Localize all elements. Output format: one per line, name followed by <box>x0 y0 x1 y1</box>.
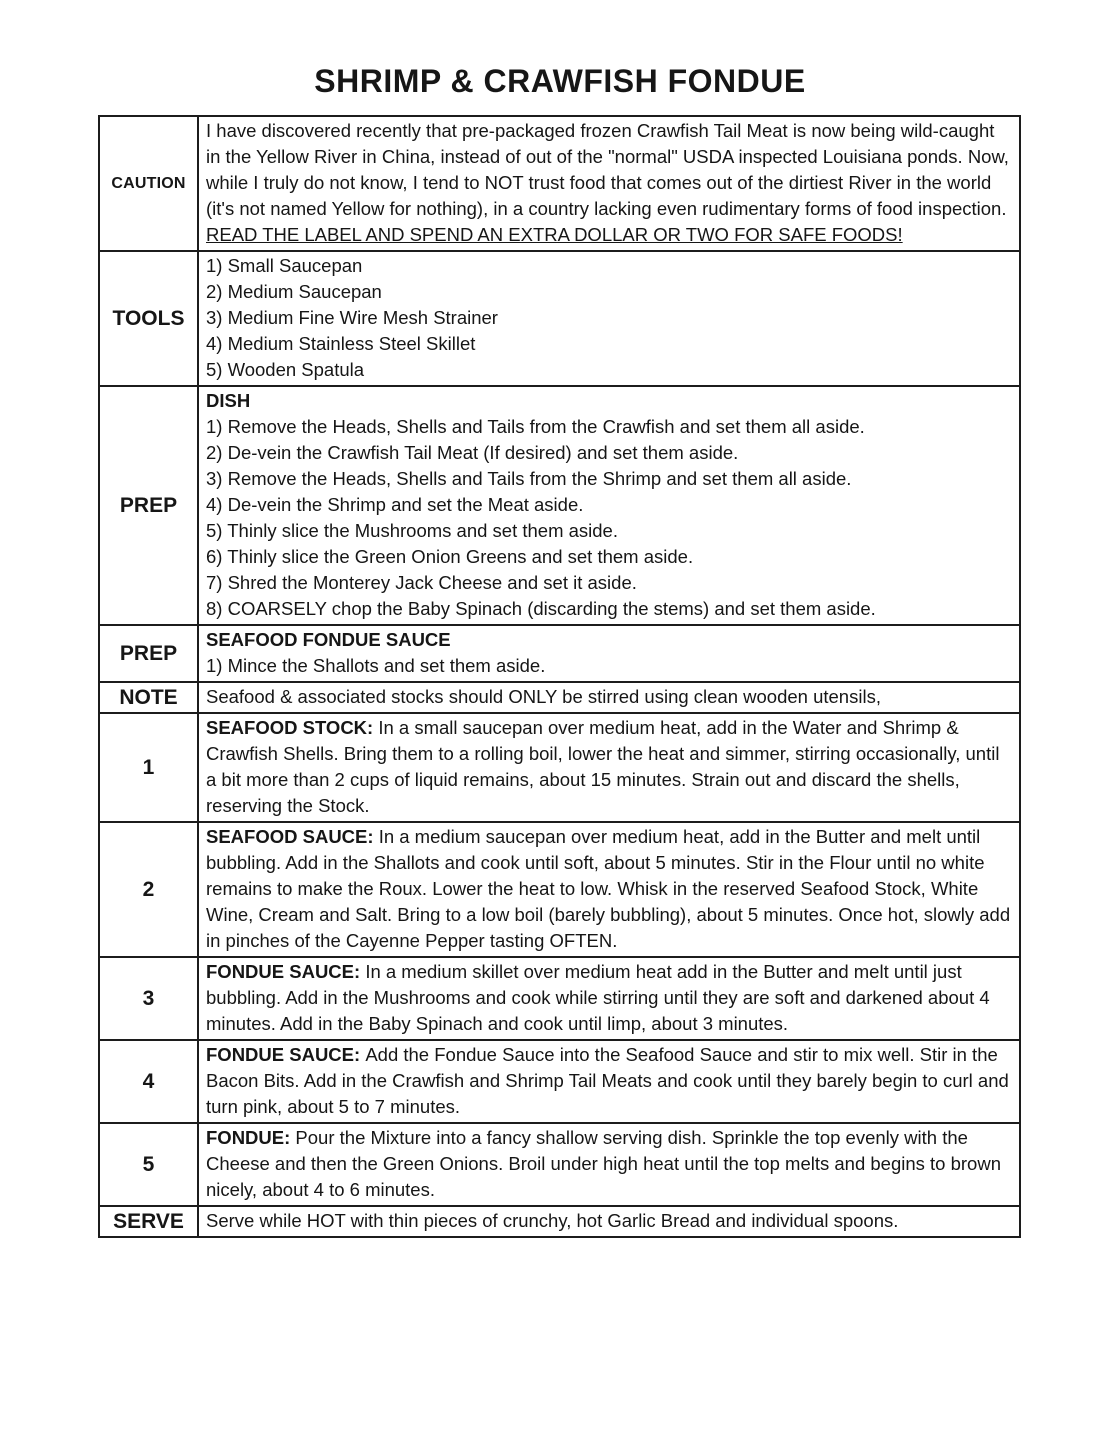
row-content <box>198 1123 1020 1206</box>
table-row <box>99 957 1020 1040</box>
row-label: CAUTION <box>99 116 198 251</box>
row-content <box>198 713 1020 822</box>
row-label: 4 <box>99 1040 198 1123</box>
row-content <box>198 625 1020 682</box>
step-heading: SEAFOOD STOCK: <box>206 717 379 738</box>
content-block: FONDUE SAUCE: In a medium skillet over medium heat add in the Butter and melt until just bubbling. Add in the Mushrooms and cook while stirring until they are soft and darkened about 4 minutes. Add in the Baby Spinach and cook until limp, about 3 minutes. <box>206 961 990 1034</box>
step-heading: FONDUE: <box>206 1127 296 1148</box>
table-row <box>99 251 1020 386</box>
step-heading: SEAFOOD SAUCE: <box>206 826 379 847</box>
row-label: SERVE <box>99 1206 198 1237</box>
content-block: 5) Wooden Spatula <box>206 359 365 380</box>
row-content <box>198 386 1020 625</box>
content-block: 1) Small Saucepan <box>206 255 363 276</box>
content-block: 1) Remove the Heads, Shells and Tails from the Crawfish and set them all aside. <box>206 416 865 437</box>
content-block: 4) Medium Stainless Steel Skillet <box>206 333 476 354</box>
row-content <box>198 1206 1020 1237</box>
content-block: 8) COARSELY chop the Baby Spinach (discarding the stems) and set them aside. <box>206 598 876 619</box>
row-content <box>198 251 1020 386</box>
content-block: Seafood & associated stocks should ONLY be stirred using clean wooden utensils, <box>206 686 881 707</box>
row-label: 3 <box>99 957 198 1040</box>
content-block: 3) Medium Fine Wire Mesh Strainer <box>206 307 498 328</box>
table-row <box>99 1206 1020 1237</box>
row-label: 2 <box>99 822 198 957</box>
row-label: PREP <box>99 386 198 625</box>
recipe-table <box>98 115 1021 1238</box>
content-block: 5) Thinly slice the Mushrooms and set them aside. <box>206 520 618 541</box>
content-block: SEAFOOD STOCK: In a small saucepan over medium heat, add in the Water and Shrimp & Crawfish Shells. Bring them to a rolling boil, lower the heat and simmer, stirring occasionally, until a bit more than 2 cups of liquid remains, about 15 minutes. Strain out and discard the shells, reserving the Stock. <box>206 717 1000 816</box>
row-label: NOTE <box>99 682 198 713</box>
page-title: SHRIMP & CRAWFISH FONDUE <box>314 63 806 99</box>
content-block: Serve while HOT with thin pieces of crunchy, hot Garlic Bread and individual spoons. <box>206 1210 899 1231</box>
table-row <box>99 1040 1020 1123</box>
table-row <box>99 713 1020 822</box>
row-content <box>198 1040 1020 1123</box>
content-block: 2) De-vein the Crawfish Tail Meat (If desired) and set them aside. <box>206 442 739 463</box>
content-block: 4) De-vein the Shrimp and set the Meat aside. <box>206 494 584 515</box>
row-label: PREP <box>99 625 198 682</box>
content-block: 1) Mince the Shallots and set them aside. <box>206 655 546 676</box>
row-label: TOOLS <box>99 251 198 386</box>
row-content <box>198 116 1020 251</box>
content-block: READ THE LABEL AND SPEND AN EXTRA DOLLAR OR TWO FOR SAFE FOODS! <box>206 224 903 245</box>
step-heading: FONDUE SAUCE: <box>206 1044 366 1065</box>
table-row <box>99 116 1020 251</box>
section-heading: SEAFOOD FONDUE SAUCE <box>206 629 451 650</box>
content-block: FONDUE: Pour the Mixture into a fancy shallow serving dish. Sprinkle the top evenly with the Cheese and then the Green Onions. Broil under high heat until the top melts and begins to brown nicely, about 4 to 6 minutes. <box>206 1127 1001 1200</box>
row-content <box>198 822 1020 957</box>
content-block: I have discovered recently that pre-packaged frozen Crawfish Tail Meat is now being wild-caught in the Yellow River in China, instead of out of the "normal" USDA inspected Louisiana ponds. Now, while I truly do not know, I tend to NOT trust food that comes out of the dirtiest River in the world (it's not named Yellow for nothing), in a country lacking even rudimentary forms of food inspection. <box>206 120 1009 219</box>
content-block: 7) Shred the Monterey Jack Cheese and set it aside. <box>206 572 637 593</box>
table-row <box>99 625 1020 682</box>
content-block: FONDUE SAUCE: Add the Fondue Sauce into the Seafood Sauce and stir to mix well. Stir in the Bacon Bits. Add in the Crawfish and Shrimp Tail Meats and cook until they barely begin to curl and turn pink, about 5 to 7 minutes. <box>206 1044 1009 1117</box>
recipe-table-body <box>99 116 1020 1237</box>
row-content <box>198 682 1020 713</box>
content-block: SEAFOOD SAUCE: In a medium saucepan over medium heat, add in the Butter and melt until bubbling. Add in the Shallots and cook until soft, about 5 minutes. Stir in the Flour until no white remains to make the Roux. Lower the heat to low. Whisk in the reserved Seafood Stock, White Wine, Cream and Salt. Bring to a low boil (barely bubbling), about 5 minutes. Once hot, slowly add in pinches of the Cayenne Pepper tasting OFTEN. <box>206 826 1011 951</box>
section-heading: DISH <box>206 390 251 411</box>
table-row <box>99 1123 1020 1206</box>
table-row <box>99 386 1020 625</box>
table-row <box>99 682 1020 713</box>
row-content <box>198 957 1020 1040</box>
content-block: 6) Thinly slice the Green Onion Greens and set them aside. <box>206 546 694 567</box>
row-label: 5 <box>99 1123 198 1206</box>
content-block: 3) Remove the Heads, Shells and Tails from the Shrimp and set them all aside. <box>206 468 852 489</box>
step-heading: FONDUE SAUCE: <box>206 961 366 982</box>
row-label: 1 <box>99 713 198 822</box>
content-block: 2) Medium Saucepan <box>206 281 382 302</box>
table-row <box>99 822 1020 957</box>
